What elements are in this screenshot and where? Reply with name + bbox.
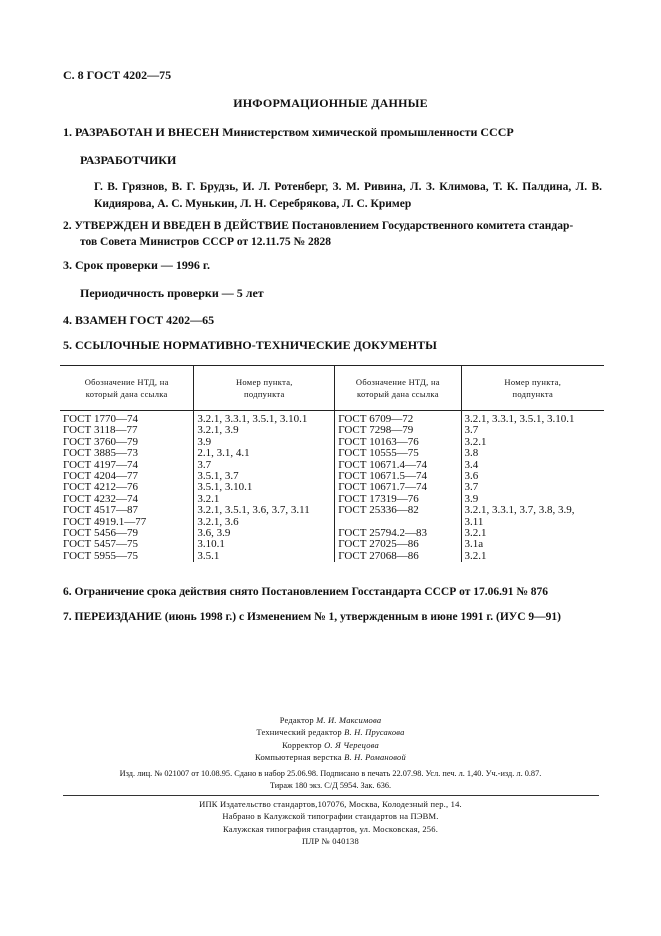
credit-corrector: Корректор О. Я Черецова — [282, 739, 379, 750]
table-cell: 3.7 — [197, 458, 212, 471]
table-cell: 3.6 — [464, 469, 479, 482]
table-cell: ГОСТ 5955—75 — [63, 549, 138, 562]
credit-editor: Редактор М. И. Максимова — [279, 715, 382, 725]
table-cell: 3.7 — [464, 424, 479, 437]
section-2 — [63, 218, 601, 250]
col-right-points — [461, 411, 604, 563]
table-cell: ГОСТ 10671.7—74 — [338, 481, 427, 494]
print-info-line-1: Изд. лиц. № 021007 от 10.08.95. Сдано в набор 25.06.98. Подписано в печать 22.07.98. Усл. печ. л. 1,40. Уч.-изд. л. 0.87. — [119, 769, 542, 778]
table-cell: 3.11 — [464, 515, 484, 528]
table-cell: ГОСТ 4197—74 — [63, 458, 138, 471]
table-cell: ГОСТ 6709—72 — [338, 413, 414, 425]
divider-rule — [63, 795, 599, 796]
table-cell: 3.2.1, 3.3.1, 3.5.1, 3.10.1 — [197, 413, 308, 425]
publisher-line-2: Набрано в Калужской типографии стандартов на ПЭВМ. — [222, 811, 439, 822]
section-2-line-2: тов Совета Министров СССР от 12.11.75 № 2828 — [80, 236, 331, 248]
section-3-period: Периодичность проверки — 5 лет — [80, 286, 264, 300]
table-cell: 3.5.1, 3.10.1 — [197, 481, 253, 494]
publisher-line-1: ИПК Издательство стандартов,107076, Москва, Колодезный пер., 14. — [199, 799, 462, 809]
table-cell: ГОСТ 5456—79 — [63, 526, 138, 539]
publisher-block — [0, 798, 661, 848]
print-info-line-2: Тираж 180 экз. С/Д 5954. Зак. 636. — [269, 781, 392, 791]
table-cell: 3.2.1 — [464, 435, 487, 448]
col-left-points — [194, 411, 335, 563]
section-4: 4. ВЗАМЕН ГОСТ 4202—65 — [63, 313, 215, 327]
developers-heading: РАЗРАБОТЧИКИ — [80, 153, 177, 167]
table-cell: 3.9 — [464, 492, 479, 505]
col-left-docs — [60, 411, 194, 563]
table-cell: 3.7 — [464, 481, 479, 494]
table-cell: 3.2.1, 3.5.1, 3.6, 3.7, 3.11 — [197, 504, 310, 517]
table-cell: ГОСТ 5457—75 — [63, 538, 138, 551]
credit-layout: Компьютерная верстка В. Н. Романовой — [255, 752, 406, 763]
credit-tech-editor: Технический редактор В. Н. Прусакова — [256, 727, 405, 738]
table-cell: ГОСТ 27068—86 — [338, 549, 419, 562]
table-cell: 3.2.1, 3.3.1, 3.5.1, 3.10.1 — [464, 413, 575, 425]
table-cell: 3.6, 3.9 — [197, 526, 231, 539]
table-cell: ГОСТ 27025—86 — [338, 538, 419, 551]
table-cell: ГОСТ 3885—73 — [63, 447, 138, 460]
reference-table — [60, 365, 604, 562]
table-cell: 3.4 — [464, 458, 479, 471]
section-5: 5. ССЫЛОЧНЫЕ НОРМАТИВНО-ТЕХНИЧЕСКИЕ ДОКУМЕНТЫ — [63, 338, 437, 352]
publisher-line-3: Калужская типография стандартов, ул. Московская, 256. — [222, 823, 439, 834]
table-cell: 3.1а — [464, 538, 484, 551]
publisher-line-4: ПЛР № 040138 — [302, 836, 359, 847]
header-doc-right: Обозначение НТД, на который дана ссылка — [335, 366, 461, 411]
page-title: ИНФОРМАЦИОННЫЕ ДАННЫЕ — [233, 96, 428, 110]
table-cell: ГОСТ 17319—76 — [338, 492, 419, 505]
page-reference: С. 8 ГОСТ 4202—75 — [63, 68, 172, 82]
header-point-left: Номер пункта, подпункта — [194, 366, 335, 411]
table-cell: 3.2.1 — [197, 492, 220, 505]
table-cell: ГОСТ 10163—76 — [338, 435, 419, 448]
table-cell: ГОСТ 3118—77 — [63, 424, 138, 437]
section-1: 1. РАЗРАБОТАН И ВНЕСЕН Министерством химической промышленности СССР — [63, 125, 514, 139]
section-2-line-1: 2. УТВЕРЖДЕН И ВВЕДЕН В ДЕЙСТВИЕ Постановлением Государственного комитета стандар- — [63, 220, 574, 232]
table-cell: 3.5.1 — [197, 549, 220, 562]
table-cell: 3.5.1, 3.7 — [197, 469, 239, 482]
table-cell: ГОСТ 4232—74 — [63, 492, 138, 505]
section-3: 3. Срок проверки — 1996 г. — [63, 258, 210, 272]
table-cell: 3.2.1 — [464, 526, 487, 539]
table-cell: ГОСТ 1770—74 — [63, 413, 138, 425]
table-cell: ГОСТ 10671.4—74 — [338, 458, 427, 471]
table-cell: 3.2.1, 3.9 — [197, 424, 239, 437]
table-cell: 3.2.1, 3.6 — [197, 515, 239, 528]
table-cell: ГОСТ 4212—76 — [63, 481, 138, 494]
credits-block — [0, 714, 661, 764]
table-cell: ГОСТ 3760—79 — [63, 435, 138, 448]
table-header-row — [60, 366, 604, 411]
table-cell: ГОСТ 4919.1—77 — [63, 515, 147, 528]
table-cell: ГОСТ 10671.5—74 — [338, 469, 427, 482]
section-6: 6. Ограничение срока действия снято Постановлением Госстандарта СССР от 17.06.91 № 876 — [63, 586, 549, 598]
table-cell: ГОСТ 10555—75 — [338, 447, 419, 460]
table-cell: ГОСТ 25336—82 — [338, 504, 419, 517]
table-cell: 3.8 — [464, 447, 479, 460]
table-cell: ГОСТ 25794.2—83 — [338, 526, 427, 539]
table-cell: 3.10.1 — [197, 538, 225, 551]
header-point-right: Номер пункта, подпункта — [461, 366, 604, 411]
print-info — [0, 768, 661, 793]
table-cell: 3.2.1 — [464, 549, 487, 562]
table-cell: ГОСТ 7298—79 — [338, 424, 414, 437]
table-cell: ГОСТ 4517—87 — [63, 504, 138, 517]
col-right-docs — [335, 411, 461, 563]
table-cell: 3.2.1, 3.3.1, 3.7, 3.8, 3.9, — [464, 504, 575, 517]
developers-list: Г. В. Грязнов, В. Г. Брудзь, И. Л. Ротенберг, З. М. Ривина, Л. З. Климова, Т. К. Палдина, Л. В. Кидиярова, А. С. Мунькин, Л. Н. Серебрякова, Л. С. Кример — [94, 181, 602, 210]
table-cell: 2.1, 3.1, 4.1 — [197, 447, 250, 460]
table-cell: ГОСТ 4204—77 — [63, 469, 138, 482]
section-7: 7. ПЕРЕИЗДАНИЕ (июнь 1998 г.) с Изменением № 1, утвержденным в июне 1991 г. (ИУС 9—91) — [63, 611, 561, 623]
table-body-row — [60, 411, 604, 563]
table-cell: 3.9 — [197, 435, 212, 448]
header-doc-left: Обозначение НТД, на который дана ссылка — [60, 366, 194, 411]
